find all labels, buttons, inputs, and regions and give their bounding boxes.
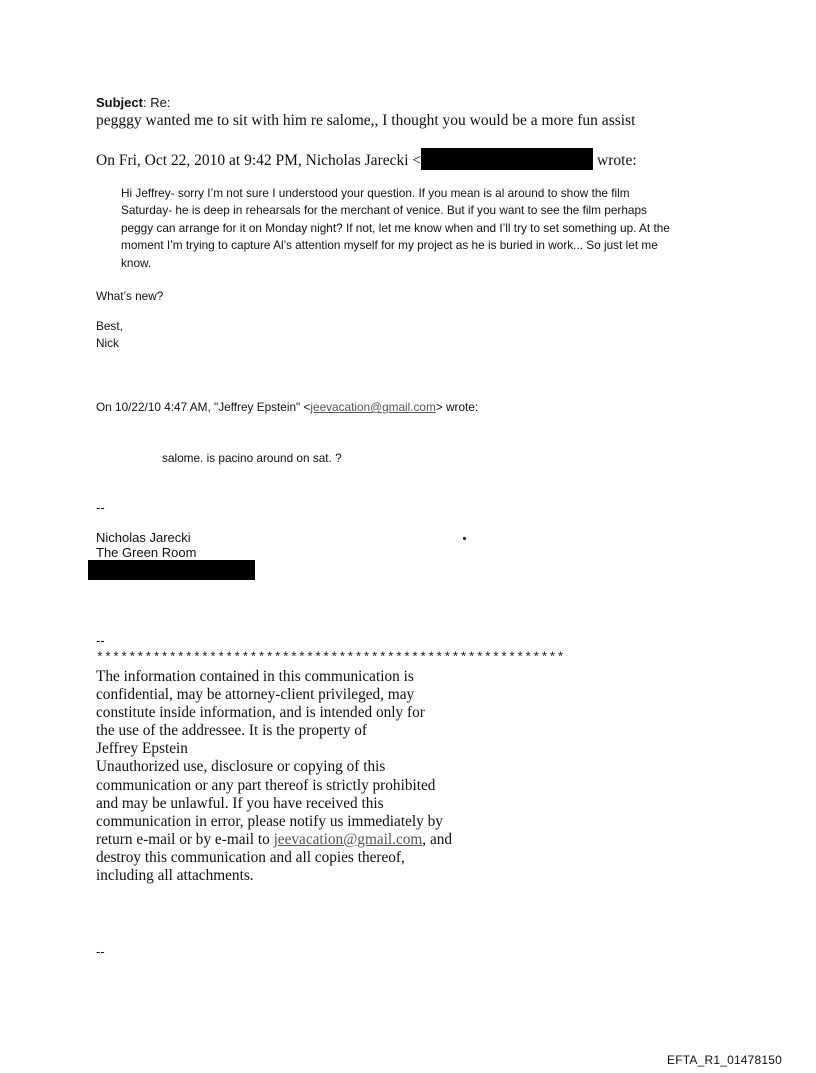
quoted-line: Hi Jeffrey- sorry I’m not sure I understood your question. If you mean is al around to show the film — [121, 186, 630, 200]
subject-line — [96, 95, 170, 110]
quoted-line: moment I’m trying to capture Al’s attention myself for my project as he is buried in work... So just let me — [121, 238, 658, 253]
disclaimer-star-rule: ********************************************************** — [96, 650, 565, 665]
subject-label: Subject — [96, 95, 143, 110]
sign-off-greeting: Best, — [96, 319, 123, 333]
sign-off-name: Nick — [96, 336, 119, 350]
sign-off — [96, 318, 123, 352]
orig-header-prefix: On 10/22/10 4:47 AM, "Jeffrey Epstein" < — [96, 400, 311, 414]
disclaimer-line10-prefix: return e-mail or by e-mail to — [96, 830, 274, 848]
message-body: pegggy wanted me to sit with him re salome,, I thought you would be a more fun assist — [96, 112, 636, 129]
original-message-body: salome. is pacino around on sat. ? — [162, 451, 342, 465]
disclaimer-line — [96, 831, 452, 849]
quoted-line: know. — [121, 255, 152, 270]
disclaimer-line: including all attachments. — [96, 867, 254, 885]
end-separator: -- — [96, 944, 105, 959]
original-message-header — [96, 400, 478, 414]
quoted-line: Saturday- he is deep in rehearsals for the merchant of venice. But if you want to see the film perhaps — [121, 203, 647, 218]
signature-separator: -- — [96, 500, 105, 515]
quote-header-suffix: wrote: — [597, 152, 637, 169]
quoted-reply — [121, 185, 731, 272]
confidentiality-disclaimer — [96, 668, 452, 885]
disclaimer-line10-suffix: , and — [422, 830, 453, 848]
disclaimer-line: communication in error, please notify us immediately by — [96, 812, 443, 830]
document-id: EFTA_R1_01478150 — [667, 1053, 783, 1067]
disclaimer-line: destroy this communication and all copies thereof, — [96, 848, 405, 866]
disclaimer-line: confidential, may be attorney-client privileged, may — [96, 686, 415, 704]
disclaimer-line: the use of the addressee. It is the property of — [96, 722, 368, 740]
disclaimer-line: Jeffrey Epstein — [96, 740, 188, 758]
disclaimer-line: The information contained in this communication is — [96, 668, 414, 685]
sender-email-link[interactable]: jeevacation@gmail.com — [310, 400, 436, 414]
orig-header-suffix: > wrote: — [435, 400, 479, 414]
quote-header-prefix: On Fri, Oct 22, 2010 at 9:42 PM, Nicholas Jarecki < — [96, 152, 422, 169]
signature-block — [96, 530, 196, 560]
subject-value: Re: — [150, 95, 171, 110]
disclaimer-separator: -- — [96, 633, 105, 648]
disclaimer-email-link[interactable]: jeevacation@gmail.com — [273, 830, 423, 848]
disclaimer-line: Unauthorized use, disclosure or copying of this — [96, 758, 386, 776]
disclaimer-line: constitute inside information, and is intended only for — [96, 704, 425, 722]
disclaimer-line: and may be unlawful. If you have received this — [96, 794, 384, 812]
quote-header — [96, 148, 637, 170]
disclaimer-line: communication or any part thereof is strictly prohibited — [96, 776, 436, 794]
subject-colon: : — [142, 95, 147, 110]
redacted-signature-line — [88, 560, 255, 580]
signature-name: Nicholas Jarecki — [96, 530, 191, 545]
redacted-email — [421, 148, 593, 170]
whats-new-text: What’s new? — [96, 289, 164, 303]
quoted-line: peggy can arrange for it on Monday night? If not, let me know when and I’ll try to set something up. At the — [121, 220, 670, 235]
stray-dot — [463, 537, 466, 540]
signature-company: The Green Room — [96, 545, 197, 560]
